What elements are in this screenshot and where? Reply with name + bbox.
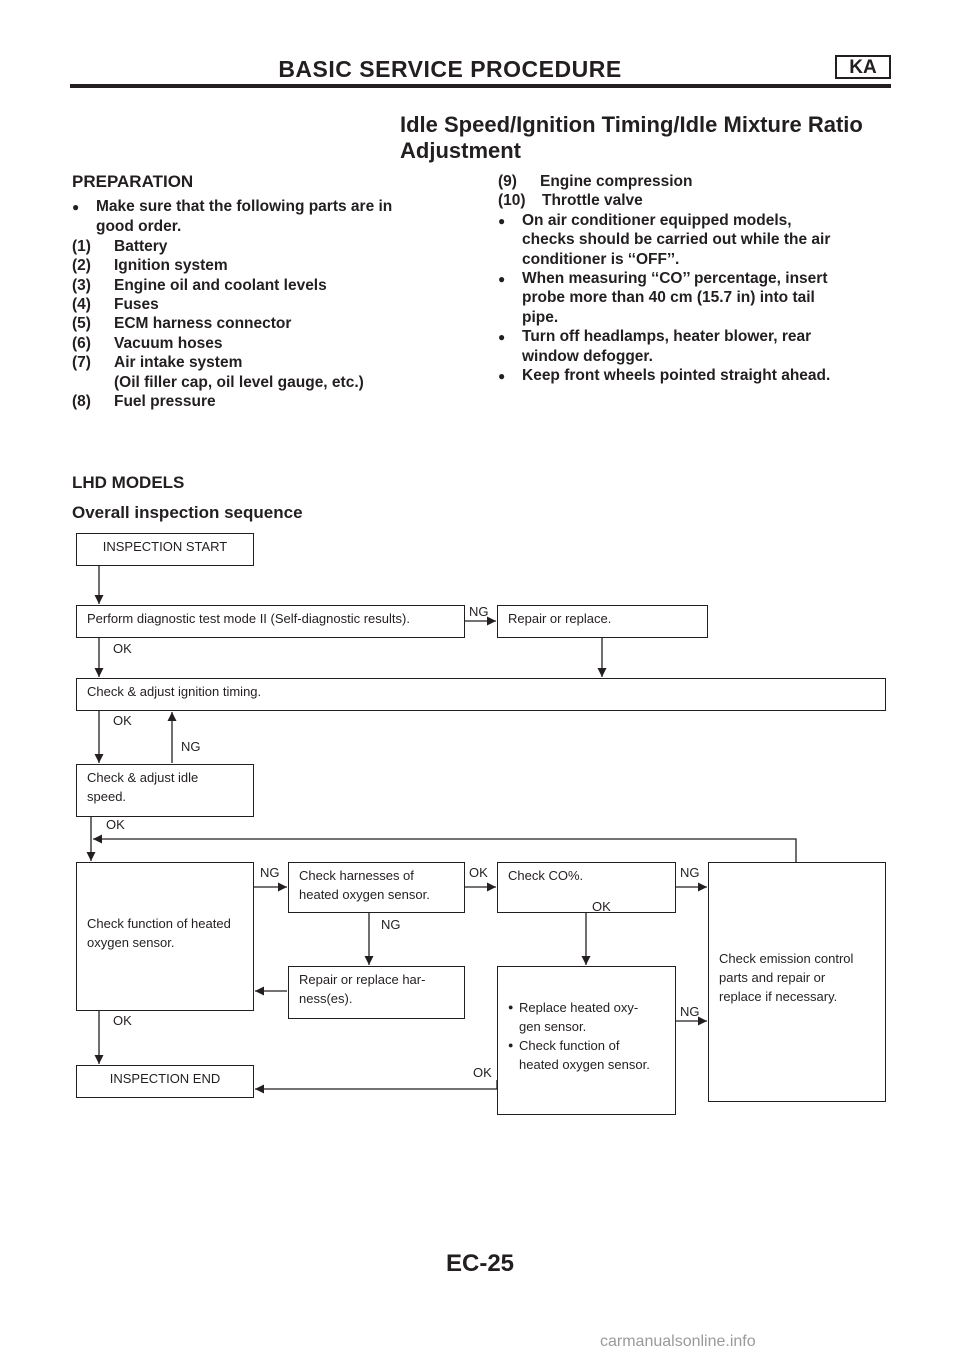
item-text: Engine compression [540,173,693,190]
harness-line2: heated oxygen sensor. [299,887,430,902]
ok-label: OK [469,865,488,880]
inspection-sequence-heading: Overall inspection sequence [72,503,303,522]
item-number: (9) [498,173,517,190]
check-harness-box [288,862,465,913]
inspection-start-box: INSPECTION START [76,533,254,566]
page-number: EC-25 [445,1250,515,1277]
item-text: (Oil filler cap, oil level gauge, etc.) [114,373,364,391]
header-tag: KA [835,55,891,79]
intro-line2: good order. [96,218,182,236]
repair-replace-box: Repair or replace. [497,605,708,638]
ok-label: OK [473,1065,492,1080]
header-title: BASIC SERVICE PROCEDURE [278,56,622,82]
o2-line2: oxygen sensor. [87,935,175,950]
replace-line1: Replace heated oxy- [519,1000,639,1015]
section-title-line2: Adjustment [400,138,521,163]
preparation-heading: PREPARATION [72,172,194,191]
ng-label: NG [469,604,489,619]
ok-label: OK [592,899,611,914]
item-text: Air intake system [114,354,243,372]
ng-label: NG [680,865,700,880]
item-number: (4) [72,296,91,314]
item-text: Vacuum hoses [114,334,223,352]
item-number: (7) [72,354,91,372]
ng-label: NG [381,917,401,932]
ok-label: OK [113,641,132,656]
item-number: (6) [72,334,91,352]
replace-line4: heated oxygen sensor. [519,1057,650,1072]
emission-control-box [708,862,886,1102]
idle-speed-box [76,764,254,817]
ng-label: NG [181,739,201,754]
item-text: Battery [114,237,168,255]
idle-line2: speed. [87,789,127,804]
oxygen-sensor-box [76,862,254,1011]
arrow-emission-loop [93,839,796,862]
note-line: Keep front wheels pointed straight ahead. [522,367,831,385]
repair-harness-line1: Repair or replace har- [299,972,426,987]
note-line: On air conditioner equipped models, [522,211,792,229]
note-line: probe more than 40 cm (15.7 in) into tail [522,289,815,307]
ok-label: OK [106,817,125,832]
note-line: checks should be carried out while the air [522,231,831,249]
diagnostic-test-box: Perform diagnostic test mode II (Self-diagnostic results). [76,605,465,638]
bullet-icon: ● [508,1040,514,1050]
item-text: ECM harness connector [114,315,292,333]
item-number: (1) [72,237,91,255]
item-number: (10) [498,192,526,210]
item-text: Throttle valve [542,192,643,210]
note-line: When measuring ‘‘CO’’ percentage, insert [522,270,828,288]
emission-line3: replace if necessary. [719,989,838,1004]
ignition-timing-box: Check & adjust ignition timing. [76,678,886,711]
replace-sensor-box [497,966,676,1115]
item-text: Ignition system [114,257,228,275]
section-title-line1: Idle Speed/Ignition Timing/Idle Mixture Ratio [400,112,863,137]
ok-label: OK [113,1013,132,1028]
ng-label: NG [260,865,280,880]
lhd-heading: LHD MODELS [72,473,185,492]
note-line: pipe. [522,308,559,326]
idle-line1: Check & adjust idle [87,770,199,785]
intro-line1: Make sure that the following parts are in [96,198,393,215]
inspection-end-box: INSPECTION END [76,1065,254,1098]
replace-bullet-1 [508,998,665,1017]
item-number: (3) [72,276,91,294]
repair-harness-line2: ness(es). [299,991,353,1006]
emission-line1: Check emission control [719,951,854,966]
item-number: (2) [72,257,91,275]
o2-line1: Check function of heated [87,916,231,931]
harness-line1: Check harnesses of [299,868,414,883]
note-line: window defogger. [522,347,653,365]
bullet-icon: ● [508,1002,514,1012]
replace-line2: gen sensor. [519,1019,587,1034]
check-co-box: Check CO%. [497,862,676,913]
item-number: (8) [72,393,91,411]
replace-bullet-2 [508,1036,665,1055]
note-line: conditioner is ‘‘OFF’’. [522,250,680,268]
emission-line2: parts and repair or [719,970,826,985]
ng-label: NG [680,1004,700,1019]
item-text: Engine oil and coolant levels [114,276,327,294]
item-text: Fuses [114,296,159,314]
replace-line3: Check function of [519,1038,620,1053]
arrow-replace-ok-to-end [255,1080,497,1089]
item-number: (5) [72,315,91,333]
item-text: Fuel pressure [114,393,216,411]
watermark: carmanualsonline.info [600,1333,756,1350]
repair-harness-box [288,966,465,1019]
ok-label: OK [113,713,132,728]
note-line: Turn off headlamps, heater blower, rear [522,328,812,346]
